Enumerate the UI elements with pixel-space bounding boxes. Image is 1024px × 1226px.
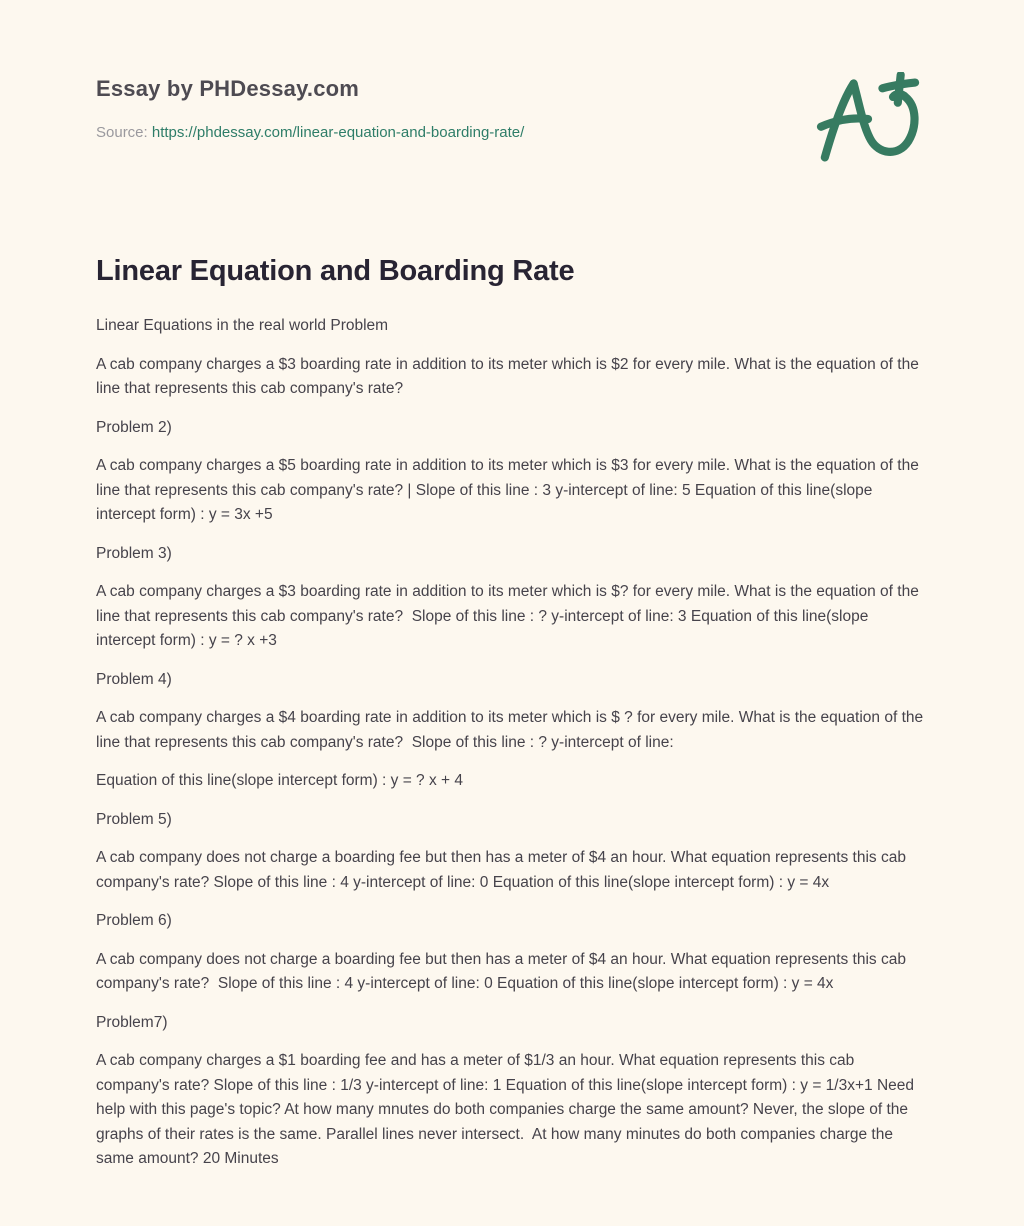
article-paragraph: A cab company does not charge a boarding fee but then has a meter of $4 an hour. What equation represents this cab company's rate? Slope of this line : 4 y-intercept of line: 0 Equation of this line(slope intercept form) : y = 4x [96, 950, 911, 992]
article-paragraph: Problem 5) [96, 810, 172, 828]
a-plus-logo-icon [816, 72, 922, 168]
article-paragraph: A cab company does not charge a boarding fee but then has a meter of $4 an hour. What equation represents this cab company's rate? Slope of this line : 4 y-intercept of line: 0 Equation of this line(slope intercept form) : y = 4x [96, 849, 911, 891]
article-paragraph: Problem 3) [96, 544, 172, 562]
article-paragraph: A cab company charges a $3 boarding rate in addition to its meter which is $? for every mile. What is the equation of the line that represents this cab company's rate? Slope of this line : ? y-intercept of line: 3 Equation of this line(slope intercept form) : y = ? x +3 [96, 583, 924, 649]
article-paragraph: Problem 2) [96, 418, 172, 436]
article-paragraph: Equation of this line(slope intercept form) : y = ? x + 4 [96, 772, 464, 789]
source-link[interactable]: https://phdessay.com/linear-equation-and-boarding-rate/ [151, 124, 525, 141]
article-paragraph: Problem7) [96, 1013, 168, 1031]
source-label: Source: [96, 124, 148, 141]
article-paragraph: Problem 6) [96, 912, 172, 929]
source-line [96, 124, 524, 142]
article-paragraph: Linear Equations in the real world Problem [96, 317, 389, 334]
article-paragraph: A cab company charges a $5 boarding rate in addition to its meter which is $3 for every mile. What is the equation of the line that represents this cab company's rate? | Slope of this line : 3 y-intercept of line: 5 Equation of this line(slope intercept form) : y = 3x +5 [96, 457, 924, 523]
page-header [96, 74, 924, 168]
article-paragraph: A cab company charges a $1 boarding fee and has a meter of $1/3 an hour. What equation represents this cab company's rate? Slope of this line : 1/3 y-intercept of line: 1 Equation of this line(slope intercept form) : y = 1/3x+1 Need help with this page's topic? At how many mnutes do both companies charge the same amount? Never, the slope of the graphs of their rates is the same. Parallel lines never intersect. At how many minutes do both companies charge the same amount? 20 Minutes [96, 1052, 919, 1167]
article-paragraph: A cab company charges a $4 boarding rate in addition to its meter which is $ ? for every mile. What is the equation of the line that represents this cab company's rate? Slope of this line : ? y-intercept of line: [96, 709, 928, 751]
article-body [96, 314, 928, 1172]
article-paragraph: A cab company charges a $3 boarding rate in addition to its meter which is $2 for every mile. What is the equation of the line that represents this cab company's rate? [96, 355, 924, 397]
site-title: Essay by PHDessay.com [96, 76, 360, 101]
header-text-block [96, 74, 524, 142]
article-paragraph: Problem 4) [96, 670, 172, 688]
article-title: Linear Equation and Boarding Rate [96, 255, 575, 287]
